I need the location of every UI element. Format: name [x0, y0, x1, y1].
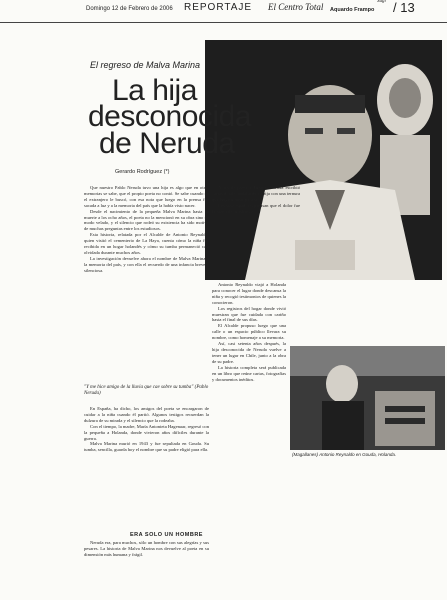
- paragraph: Desde el nacimiento de la pequeña Malva Marina hasta su muerte a los ocho años, el poeta no la mencionó en su obra sino de modo velado, y el silencio que rodeó su existencia ha sido motivo de muchas preguntas entre los estudiosos.: [84, 208, 209, 232]
- paragraph: Así, casi setenta años después, la hija desconocida de Neruda vuelve a tener un lugar en Chile, junto a la obra de su padre.: [212, 341, 286, 364]
- photo-caption: (Magallanes) Antonio Reynaldo en Gouda, Holanda.: [292, 452, 397, 457]
- paragraph: Antes de partir a Europa, Neruda escribió cartas donde hablaba de su hija con una ternura que luego guardó para sí.: [212, 185, 300, 202]
- paragraph: Con el tiempo, la madre, María Antonieta Hagenaar, regresó con la pequeña a Holanda, donde vivieron años difíciles durante la guerra.: [84, 423, 209, 441]
- paragraph: Los registros del hogar donde vivió muestran que fue cuidada con cariño hasta el final de sus días.: [212, 305, 286, 323]
- gouda-visit-photo: [290, 346, 445, 450]
- header-note: Sugl: [377, 0, 386, 4]
- paragraph: Neruda era, para muchos, sólo un hombre con sus alegrías y sus pesares. La historia de Malva Marina nos devuelve al poeta en su dimensión más humana y frágil.: [84, 540, 209, 557]
- header-page-number: / 13: [393, 0, 415, 15]
- header-publication: Aquardo Frampo: [330, 7, 375, 13]
- gouda-illustration: [290, 346, 445, 450]
- page-header: [0, 0, 447, 23]
- paragraph: Los investigadores piensan que el dolor fue la razón de su silencio.: [212, 202, 300, 214]
- headline-line-3: de Neruda: [99, 127, 235, 160]
- article-kicker: El regreso de Malva Marina: [90, 60, 201, 70]
- pull-quote: "Y me hice amigo de la lluvia que cae sobre su tumba" (Pablo Neruda): [84, 385, 209, 396]
- body-column-5: [84, 540, 209, 595]
- headline-line-2: desconocida: [88, 100, 251, 133]
- body-column-2: [84, 406, 209, 524]
- body-column-1: [84, 185, 209, 400]
- paragraph: La investigación devuelve ahora el nombre de Malva Marina a la memoria del país, y con ella el recuerdo de una infancia breve y silenciosa.: [84, 255, 209, 273]
- paragraph: Esta historia, relatada por el Alcalde de Antonio Reynaldo, quien visitó el cementerio de La Haya, cuenta cómo la niña fue recibida en un hogar holandés y cómo su tumba permaneció casi olvidada durante muchos años.: [84, 232, 209, 255]
- paragraph: Que nuestro Pablo Neruda tuvo una hija es algo que en otras memorias se sabe, que el propio poeta no contó. Se sabe cuando en el extranjero le buscó, con esa nota que luego en la prensa fue sacada a luz y a la memoria del país que la había visto nacer.: [84, 185, 209, 208]
- paragraph: El Alcalde propuso luego que una calle o un espacio público llevara su nombre, como homenaje a su memoria.: [212, 323, 286, 341]
- body-column-4: [212, 282, 286, 582]
- paragraph: La historia completa será publicada en un libro que reúne cartas, fotografías y documentos inéditos.: [212, 364, 286, 382]
- header-date: Domingo 12 de Febrero de 2006: [86, 6, 173, 12]
- body-column-3: [212, 185, 300, 259]
- paragraph: Antonio Reynaldo viajó a Holanda para conocer el lugar donde descansa la niña y recogió testimonios de quienes la conocieron.: [212, 282, 286, 305]
- paragraph: Malva Marina murió en 1943 y fue sepultada en Gouda. Su tumba, sencilla, guarda hoy el nombre que su padre eligió para ella.: [84, 441, 209, 453]
- headline-line-1: La hija: [112, 74, 197, 107]
- paragraph: En España, ha dicho, los amigos del poeta se encargaron de cuidar a la niña cuando él partió. Algunos testigos recuerdan la dulzura de su mirada y el silencio que la rodeaba.: [84, 406, 209, 423]
- section-subhead: ERA SOLO UN HOMBRE: [130, 532, 203, 538]
- header-section: REPORTAJE: [184, 2, 253, 13]
- header-logo-text: El Centro Total: [268, 2, 324, 12]
- byline: Gerardo Rodríguez (*): [115, 169, 170, 175]
